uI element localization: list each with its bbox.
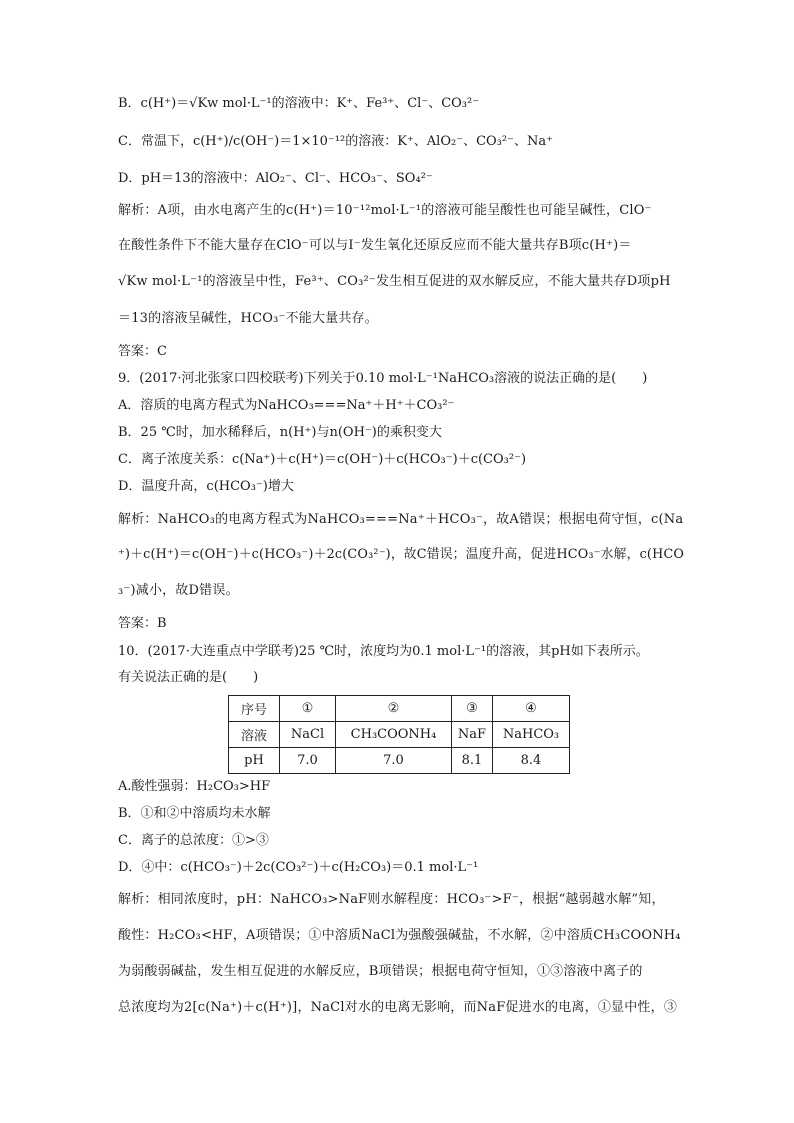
analysis-q10-line2: 酸性：H₂CO₃<HF，A项错误；①中溶质NaCl为强酸强碱盐，不水解，②中溶质CH₃COONH₄ xyxy=(118,928,681,943)
table-cell: NaHCO₃ xyxy=(493,722,570,748)
option-d-q8: D．pH＝13的溶液中：AlO₂⁻、Cl⁻、HCO₃⁻、SO₄²⁻ xyxy=(118,171,433,186)
question-9: 9．(2017·河北张家口四校联考)下列关于0.10 mol·L⁻¹NaHCO₃溶液的说法正确的是( ) xyxy=(118,371,648,386)
question-10: 10．(2017·大连重点中学联考)25 ℃时，浓度均为0.1 mol·L⁻¹的溶液，其pH如下表所示。 xyxy=(118,644,649,659)
analysis-q8-line4: ＝13的溶液呈碱性，HCO₃⁻不能大量共存。 xyxy=(118,311,378,326)
analysis-q10-line3: 为弱酸弱碱盐，发生相互促进的水解反应，B项错误；根据电荷守恒知，①③溶液中离子的 xyxy=(118,964,643,979)
table-row xyxy=(229,722,570,748)
table-row xyxy=(229,696,570,722)
option-a-q10: A.酸性强弱：H₂CO₃>HF xyxy=(118,779,271,794)
analysis-q8-line2: 在酸性条件下不能大量存在ClO⁻可以与I⁻发生氧化还原反应而不能大量共存B项c(H⁺)＝ xyxy=(118,238,632,253)
table-cell: NaCl xyxy=(280,722,336,748)
table-cell: 8.1 xyxy=(452,748,493,774)
table-cell: 序号 xyxy=(229,696,280,722)
table-cell: ③ xyxy=(452,696,493,722)
table-cell: 7.0 xyxy=(280,748,336,774)
analysis-q9-line1: 解析：NaHCO₃的电离方程式为NaHCO₃===Na⁺＋HCO₃⁻，故A错误；根据电荷守恒，c(Na xyxy=(118,512,684,527)
analysis-q10-line1: 解析：相同浓度时，pH：NaHCO₃>NaF则水解程度：HCO₃⁻>F⁻，根据“越弱越水解”知， xyxy=(118,892,665,907)
option-b-q9: B．25 ℃时，加水稀释后，n(H⁺)与n(OH⁻)的乘积变大 xyxy=(118,425,442,440)
analysis-q10-line4: 总浓度均为2[c(Na⁺)＋c(H⁺)]，NaCl对水的电离无影响，而NaF促进水的电离，①显中性，③ xyxy=(118,1000,678,1015)
table-cell: ① xyxy=(280,696,336,722)
answer-q8: 答案：C xyxy=(118,344,167,359)
option-d-q10: D．④中：c(HCO₃⁻)＋2c(CO₃²⁻)＋c(H₂CO₃)＝0.1 mol·L⁻¹ xyxy=(118,860,479,875)
table-cell: pH xyxy=(229,748,280,774)
option-b-q8: B．c(H⁺)＝√Kw mol·L⁻¹的溶液中：K⁺、Fe³⁺、Cl⁻、CO₃²⁻ xyxy=(118,96,480,111)
table-cell: ④ xyxy=(493,696,570,722)
table-cell: 7.0 xyxy=(336,748,452,774)
option-b-q10: B．①和②中溶质均未水解 xyxy=(118,806,271,821)
option-a-q9: A．溶质的电离方程式为NaHCO₃===Na⁺＋H⁺＋CO₃²⁻ xyxy=(118,398,455,413)
table-cell: 8.4 xyxy=(493,748,570,774)
analysis-q8-line3: √Kw mol·L⁻¹的溶液呈中性，Fe³⁺、CO₃²⁻发生相互促进的双水解反应，不能大量共存D项pH xyxy=(118,274,671,289)
table-cell: 溶液 xyxy=(229,722,280,748)
table-cell: CH₃COONH₄ xyxy=(336,722,452,748)
table-cell: ② xyxy=(336,696,452,722)
analysis-q8-line1: 解析：A项，由水电离产生的c(H⁺)＝10⁻¹²mol·L⁻¹的溶液可能呈酸性也可能呈碱性，ClO⁻ xyxy=(118,203,652,218)
question-10-cont: 有关说法正确的是( ) xyxy=(118,670,259,685)
option-c-q8: C．常温下，c(H⁺)/c(OH⁻)＝1×10⁻¹²的溶液：K⁺、AlO₂⁻、CO₃²⁻、Na⁺ xyxy=(118,134,553,149)
option-c-q9: C．离子浓度关系：c(Na⁺)＋c(H⁺)＝c(OH⁻)＋c(HCO₃⁻)＋c(CO₃²⁻) xyxy=(118,452,527,467)
table-cell: NaF xyxy=(452,722,493,748)
analysis-q9-line2: ⁺)＋c(H⁺)＝c(OH⁻)＋c(HCO₃⁻)＋2c(CO₃²⁻)，故C错误；温度升高，促进HCO₃⁻水解，c(HCO xyxy=(118,547,685,562)
ph-table xyxy=(228,695,570,774)
option-d-q9: D．温度升高，c(HCO₃⁻)增大 xyxy=(118,479,294,494)
analysis-q9-line3: ₃⁻)减小，故D错误。 xyxy=(118,583,239,598)
answer-q9: 答案：B xyxy=(118,616,167,631)
option-c-q10: C．离子的总浓度：①>③ xyxy=(118,833,269,848)
table-row xyxy=(229,748,570,774)
